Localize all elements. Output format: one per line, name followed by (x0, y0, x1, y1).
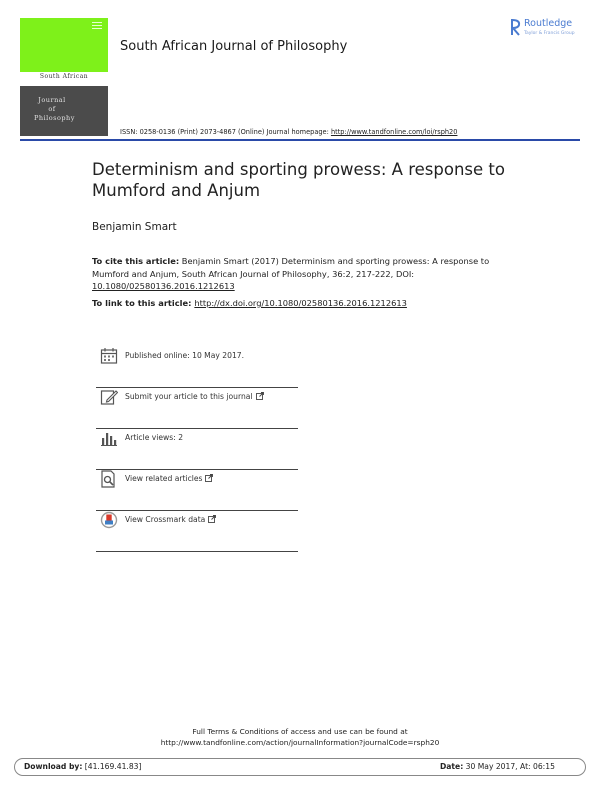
journal-homepage-link[interactable]: http://www.tandfonline.com/loi/rsph20 (330, 128, 458, 136)
document-search-icon (100, 470, 118, 488)
cover-title-line: of (48, 105, 56, 113)
downloaded-label: Download by: (24, 762, 83, 771)
related-articles-link[interactable] (125, 474, 213, 483)
crossmark-label: View Crossmark data (125, 515, 206, 524)
download-date (440, 762, 555, 771)
article-author: Benjamin Smart (92, 221, 177, 233)
publisher-name: Routledge (524, 18, 573, 29)
cover-caption: South African (39, 73, 89, 80)
article-doi-url-link[interactable]: http://dx.doi.org/10.1080/02580136.2016.1212613 (194, 298, 407, 308)
crossmark-item[interactable] (96, 511, 298, 552)
header-divider (20, 139, 580, 141)
related-articles-label: View related articles (125, 474, 203, 483)
doi-link[interactable]: 10.1080/02580136.2016.1212613 (92, 281, 235, 291)
submit-article-link[interactable] (125, 392, 264, 401)
date-label: Date: (440, 762, 464, 771)
external-link-icon (208, 515, 216, 523)
cite-label: To cite this article: (92, 256, 180, 266)
article-views-item (96, 429, 298, 470)
routledge-logo-icon (510, 18, 521, 36)
published-online-item (96, 347, 298, 388)
cover-title-line: Philosophy (34, 114, 75, 122)
external-link-icon (256, 392, 264, 400)
journal-title[interactable]: South African Journal of Philosophy (120, 39, 348, 54)
bar-chart-icon (100, 429, 118, 447)
link-label: To link to this article: (92, 298, 195, 308)
cover-title-line: Journal (38, 96, 66, 104)
article-title: Determinism and sporting prowess: A response to Mumford and Anjum (92, 160, 505, 200)
article-views-label: Article views: 2 (125, 433, 184, 442)
journal-cover-thumbnail (20, 18, 108, 72)
divider (96, 551, 298, 552)
date-value: 30 May 2017, At: 06:15 (463, 762, 555, 771)
submit-article-item[interactable] (96, 388, 298, 429)
downloaded-by (24, 762, 141, 771)
terms-line: Full Terms & Conditions of access and use can be found at (192, 727, 408, 736)
downloaded-value: [41.169.41.83] (82, 762, 142, 771)
submit-article-label: Submit your article to this journal (125, 392, 253, 401)
crossmark-icon (100, 511, 118, 529)
terms-url-link[interactable]: http://www.tandfonline.com/action/journalInformation?journalCode=rsph20 (160, 738, 440, 747)
related-articles-item[interactable] (96, 470, 298, 511)
article-link-line (92, 298, 407, 308)
pencil-icon (100, 388, 118, 406)
journal-cover-title-panel (20, 86, 108, 136)
published-online-label: Published online: 10 May 2017. (125, 351, 245, 360)
issn-line (120, 128, 457, 136)
terms-notice (0, 726, 600, 748)
external-link-icon (205, 474, 213, 482)
crossmark-link[interactable] (125, 515, 216, 524)
citation-block (92, 255, 512, 293)
calendar-icon (100, 347, 118, 365)
issn-text: ISSN: 0258-0136 (Print) 2073-4867 (Online) Journal homepage: (120, 128, 331, 136)
publisher-tagline: Taylor & Francis Group (524, 31, 575, 36)
cite-text: Benjamin Smart (2017) Determinism and sporting prowess: A response to Mumford and Anjum, South African Journal of Philosophy, 36:2, 217-222, DOI: (92, 256, 490, 279)
